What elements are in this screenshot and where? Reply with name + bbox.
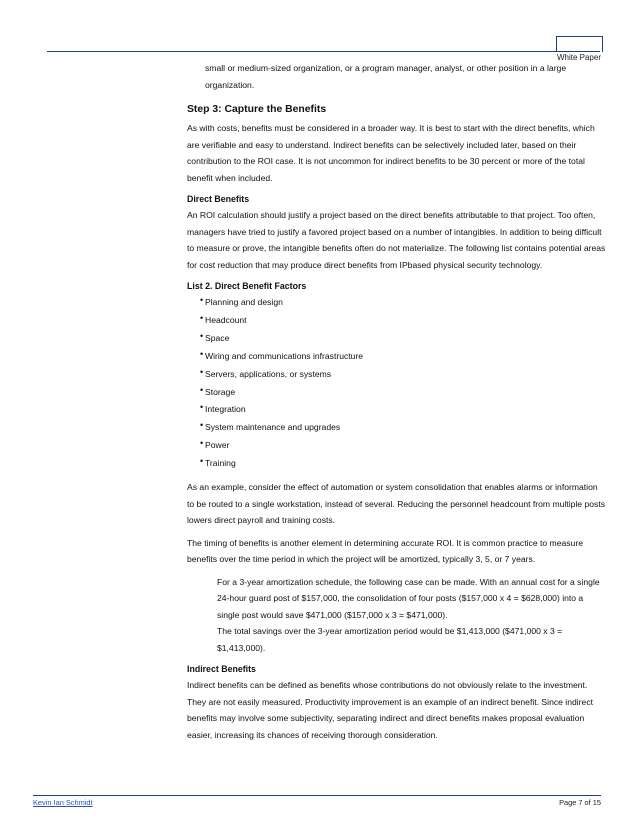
- step3-paragraph: As with costs, benefits must be considered in a broader way. It is best to start with the direct benefits, which are verifiable and easy to understand. Indirect benefits can be selectively included later, based on their contribution to the ROI case. It is not uncommon for indirect benefits to be 30 percent or more of the total benefit when included.: [187, 123, 595, 183]
- example-paragraph: As an example, consider the effect of automation or system consolidation that enables alarms or information to be routed to a single workstation, instead of several. Reducing the personnel headcount from multiple posts lowers direct payroll and training costs.: [187, 482, 605, 526]
- document-body: [187, 60, 607, 743]
- list-item: • Wiring and communications infrastructure: [203, 348, 607, 366]
- indirect-benefits-heading: Indirect Benefits: [187, 664, 256, 675]
- direct-benefits-heading: Direct Benefits: [187, 194, 250, 204]
- footer-author-link[interactable]: Kevin Ian Schmidt: [33, 798, 93, 807]
- list-item: • Training: [203, 455, 607, 473]
- list-item: • System maintenance and upgrades: [203, 419, 607, 437]
- amortization-total: The total savings over the 3-year amortization period would be $1,413,000 ($471,000 x 3 = $1,413,000).: [217, 626, 563, 653]
- direct-benefit-factors-list: [187, 294, 607, 473]
- header-frame: [556, 36, 603, 52]
- list-item: • Planning and design: [203, 294, 607, 312]
- list-item: • Space: [203, 330, 607, 348]
- timing-paragraph: The timing of benefits is another element in determining accurate ROI. It is common practice to measure benefits over the time period in which the project will be amortized, typically 3, 5, or 7 years.: [187, 537, 583, 565]
- header-label: White Paper: [556, 53, 601, 62]
- list-item: • Storage: [203, 384, 607, 402]
- footer-page-number: Page 7 of 15: [559, 798, 601, 807]
- list-item: • Servers, applications, or systems: [203, 366, 607, 384]
- list-item: • Power: [203, 437, 607, 455]
- direct-benefits-paragraph: An ROI calculation should justify a project based on the direct benefits attributable to that project. Too often, managers have tried to justify a favored project based on a number of intangibles. In addition to being difficult to measure or prove, the intangible benefits often do not materialize. The following list contains potential areas for cost reduction that may produce direct benefits from IPbased physical security technology.: [187, 210, 606, 270]
- header-rule: [47, 51, 600, 52]
- list-item: • Integration: [203, 401, 607, 419]
- footer-rule: [33, 795, 601, 796]
- step3-heading: Step 3: Capture the Benefits: [187, 104, 327, 115]
- amortization-case: For a 3-year amortization schedule, the following case can be made. With an annual cost for a single 24-hour guard post of $157,000, the consolidation of four posts ($157,000 x 4 = $628,000) into a single post would save $471,000 ($157,000 x 3 = $471,000).: [217, 576, 600, 620]
- indirect-benefits-paragraph: Indirect benefits can be defined as benefits whose contributions do not obviously relate to the investment. They are not easily measured. Productivity improvement is an example of an indirect benefit. Since indirect benefits may involve some subjectivity, separating indirect and direct benefits makes proposal evaluation easier, increasing its chances of receiving thorough consideration.: [187, 680, 594, 740]
- intro-continuation: small or medium-sized organization, or a program manager, analyst, or other position in a large organization.: [205, 63, 567, 90]
- list2-heading: List 2. Direct Benefit Factors: [187, 281, 307, 291]
- list-item: • Headcount: [203, 312, 607, 330]
